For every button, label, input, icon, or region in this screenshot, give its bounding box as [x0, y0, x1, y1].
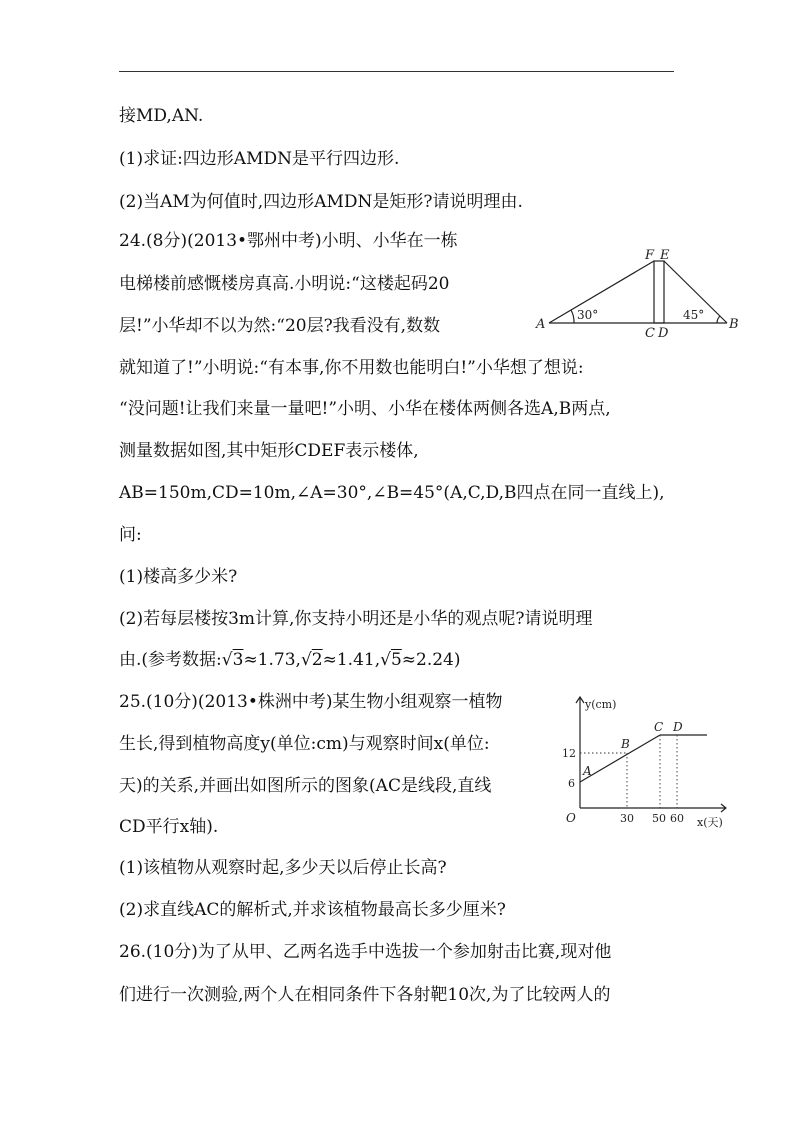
text-line-5: 电梯楼前感慨楼房真高.小明说:“这楼起码20 — [119, 274, 450, 294]
tick-x50: 50 — [652, 812, 666, 825]
point-b-label: B — [621, 737, 630, 751]
question-25-1: (1)该植物从观察时起,多少天以后停止长高? — [119, 858, 447, 878]
sqrt-2-radicand: 2 — [311, 650, 323, 670]
point-a-label: A — [583, 764, 592, 778]
angle-a-arc — [571, 310, 574, 323]
plant-growth-graph — [555, 692, 735, 832]
text-line-6: 层!”小华却不以为然:“20层?我看没有,数数 — [119, 316, 441, 336]
tick-y6: 6 — [568, 777, 575, 790]
text-line-17: 天)的关系,并画出如图所示的图象(AC是线段,直线 — [119, 776, 492, 796]
y-axis-label: y(cm) — [585, 698, 617, 711]
question-25-2: (2)求直线AC的解析式,并求该植物最高长多少厘米? — [119, 900, 506, 920]
text-line-16: 生长,得到植物高度y(单位:cm)与观察时间x(单位: — [119, 734, 490, 754]
text-line-3: (2)当AM为何值时,四边形AMDN是矩形?请说明理由. — [119, 192, 523, 212]
problem-26-heading: 26.(10分)为了从甲、乙两名选手中选拔一个参加射击比赛,现对他 — [119, 942, 612, 962]
text-line-10: AB=150m,CD=10m,∠A=30°,∠B=45°(A,C,D,B四点在同一直线上), — [119, 483, 665, 503]
point-d-label: D — [673, 720, 683, 734]
ref-text-a: 由.(参考数据: — [119, 650, 222, 670]
sqrt-icon: √ — [221, 650, 233, 670]
problem-25-heading: 25.(10分)(2013•株洲中考)某生物小组观察一植物 — [119, 692, 503, 712]
sqrt-5-radicand: 5 — [390, 650, 402, 670]
ref-text-d: ≈2.24) — [401, 650, 461, 670]
label-f: F — [645, 248, 655, 263]
point-c-label: C — [654, 720, 664, 734]
text-line-22: 们进行一次测验,两个人在相同条件下各射靶10次,为了比较两人的 — [119, 985, 611, 1005]
x-axis-label: x(天) — [697, 816, 723, 829]
sqrt-3-radicand: 3 — [232, 650, 244, 670]
label-c: C — [645, 326, 655, 341]
label-a: A — [536, 317, 546, 332]
question-24-2: (2)若每层楼按3m计算,你支持小明还是小华的观点呢?请说明理 — [119, 609, 593, 629]
label-b: B — [729, 317, 739, 332]
text-line-7: 就知道了!”小明说:“有本事,你不用数也能明白!”小华想了想说: — [119, 358, 584, 378]
reference-data-line — [119, 648, 461, 672]
building-rect-cdef — [654, 261, 664, 323]
origin-label: O — [566, 811, 576, 825]
text-line-2: (1)求证:四边形AMDN是平行四边形. — [119, 149, 400, 169]
text-line-8: “没问题!让我们来量一量吧!”小明、小华在楼体两侧各选A,B两点, — [119, 399, 611, 419]
angle-b-label: 45° — [683, 308, 705, 322]
text-line-9: 测量数据如图,其中矩形CDEF表示楼体, — [119, 441, 419, 461]
ref-text-b: ≈1.73, — [243, 650, 301, 670]
text-line-18: CD平行x轴). — [119, 817, 219, 837]
sqrt-icon: √ — [300, 650, 312, 670]
ref-text-c: ≈1.41, — [322, 650, 381, 670]
line-af — [549, 261, 654, 323]
text-line-1: 接MD,AN. — [119, 106, 204, 126]
label-d: D — [658, 326, 669, 341]
header-rule — [119, 71, 674, 72]
sqrt-icon: √ — [380, 650, 391, 670]
segment-ac — [580, 735, 660, 782]
tick-x30: 30 — [620, 812, 634, 825]
tick-x60: 60 — [670, 812, 684, 825]
building-triangle-figure — [530, 244, 750, 342]
question-24-1: (1)楼高多少米? — [119, 567, 238, 587]
angle-b-arc — [717, 316, 720, 323]
label-e: E — [660, 248, 670, 263]
angle-a-label: 30° — [577, 308, 599, 322]
problem-24-heading: 24.(8分)(2013•鄂州中考)小明、小华在一栋 — [119, 231, 458, 251]
text-line-11: 问: — [119, 525, 142, 545]
tick-y12: 12 — [562, 747, 576, 760]
